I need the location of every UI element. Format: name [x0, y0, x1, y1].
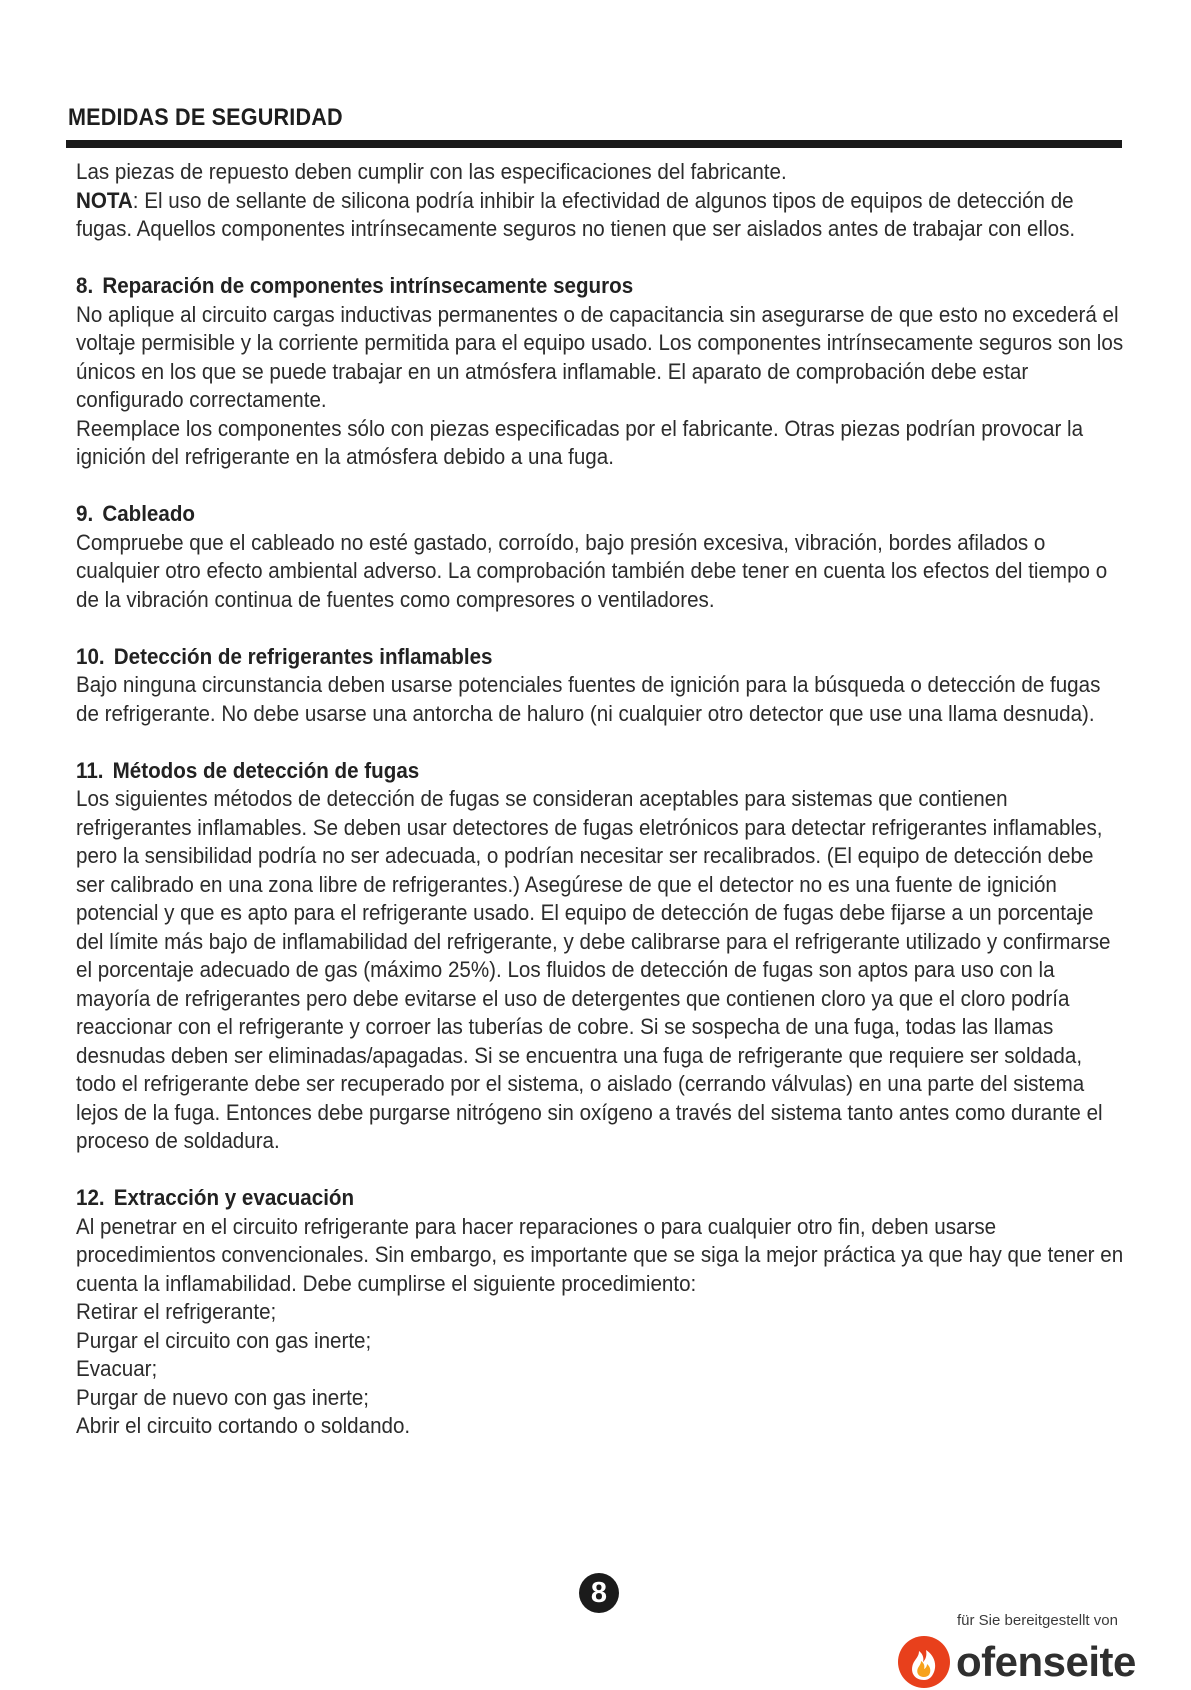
section-heading: 10. Detección de refrigerantes inflamables [76, 643, 493, 669]
provided-by-text: für Sie bereitgestellt von [957, 1612, 1118, 1629]
intro-block [76, 158, 1125, 244]
section-paragraph: Reemplace los componentes sólo con piezas especificadas por el fabricante. Otras piezas podrían provocar la ignición del refrigerante en la atmósfera debido a una fuga. [76, 415, 1084, 469]
section-heading: 8. Reparación de componentes intrínsecamente seguros [76, 273, 634, 298]
procedure-step: Abrir el circuito cortando o soldando. [76, 1413, 411, 1438]
section-8 [76, 272, 1126, 472]
section-paragraph: Los siguientes métodos de detección de fugas se consideran aceptables para sistemas que contienen refrigerantes inflamables. Se deben usar detectores de fugas eletrónicos para detectar refrigerantes inflamables, pero la sensibilidad podría no ser adecuada, o podrían necesitar ser recalibrados. (El equipo de detección debe ser calibrado en una zona libre de refrigerantes.) Asegúrese de que el detector no es una fuente de ignición potencial y que es apto para el refrigerante usado. El equipo de detección de fugas debe fijarse a un porcentaje del límite más bajo de inflamabilidad del refrigerante, y debe calibrarse para el refrigerante utilizado y confirmarse el porcentaje adecuado de gas (máximo 25%). Los fluidos de detección de fugas son aptos para uso con la mayoría de refrigerantes pero debe evitarse el uso de detergentes que contienen cloro ya que el cloro podría reaccionar con el refrigerante y corroer las tuberías de cobre. Si se sospecha de una fuga, todas las llamas desnudas deben ser eliminadas/apagadas. Si se encuentra una fuga de refrigerante que requiere ser soldada, todo el refrigerante debe ser recuperado por el sistema, o aislado (cerrando válvulas) en una parte del sistema lejos de la fuga. Entonces debe purgarse nitrógeno sin oxígeno a través del sistema tanto antes como durante el proceso de soldadura. [76, 786, 1111, 1153]
section-12 [76, 1184, 1126, 1441]
brand-name: ofenseite [956, 1638, 1136, 1685]
procedure-step: Purgar de nuevo con gas inerte; [76, 1384, 370, 1410]
section-heading: 11. Métodos de detección de fugas [76, 757, 420, 783]
nota-text: : El uso de sellante de silicona podría inhibir la efectividad de algunos tipos de equipos de detección de fugas. Aquellos componentes intrínsecamente seguros no tienen que ser aislados antes de trabajar con ellos. [76, 187, 1076, 241]
nota-paragraph [76, 187, 1125, 244]
page-number-badge: 8 [579, 1573, 619, 1613]
procedure-step: Evacuar; [76, 1356, 158, 1381]
document-body [76, 158, 1126, 1441]
brand-logo [896, 1636, 1136, 1688]
procedure-step: Purgar el circuito con gas inerte; [76, 1327, 372, 1353]
section-paragraph: Al penetrar en el circuito refrigerante para hacer reparaciones o para cualquier otro fin, deben usarse procedimientos convencionales. Sin embargo, es importante que se siga la mejor práctica ya que hay que tener en cuenta la inflamabilidad. Debe cumplirse el siguiente procedimiento: [76, 1213, 1124, 1296]
section-heading: 12. Extracción y evacuación [76, 1185, 355, 1210]
flame-icon [896, 1634, 952, 1690]
section-11 [76, 757, 1126, 1156]
section-paragraph: Compruebe que el cableado no esté gastado, corroído, bajo presión excesiva, vibración, bordes afilados o cualquier otro efecto ambiental adverso. La comprobación también debe tener en cuenta los efectos del tiempo o de la vibración continua de fuentes como compresores o ventiladores. [76, 529, 1108, 612]
page-title: MEDIDAS DE SEGURIDAD [68, 104, 343, 131]
intro-line: Las piezas de repuesto deben cumplir con las especificaciones del fabricante. [76, 159, 787, 184]
section-9 [76, 500, 1126, 614]
section-paragraph: Bajo ninguna circunstancia deben usarse potenciales fuentes de ignición para la búsqueda o detección de fugas de refrigerante. No debe usarse una antorcha de haluro (ni cualquier otro detector que use una llama desnuda). [76, 672, 1101, 726]
procedure-step: Retirar el refrigerante; [76, 1299, 277, 1324]
section-10 [76, 643, 1126, 729]
nota-label: NOTA [76, 187, 133, 213]
header-divider [66, 140, 1122, 148]
section-heading: 9. Cableado [76, 501, 195, 526]
section-paragraph: No aplique al circuito cargas inductivas permanentes o de capacitancia sin asegurarse de que esto no excederá el voltaje permisible y la corriente permitida para el equipo usado. Los componentes intrínsecamente seguros son los únicos en los que se puede trabajar en un atmósfera inflamable. El aparato de comprobación debe estar configurado correctamente. [76, 301, 1124, 412]
